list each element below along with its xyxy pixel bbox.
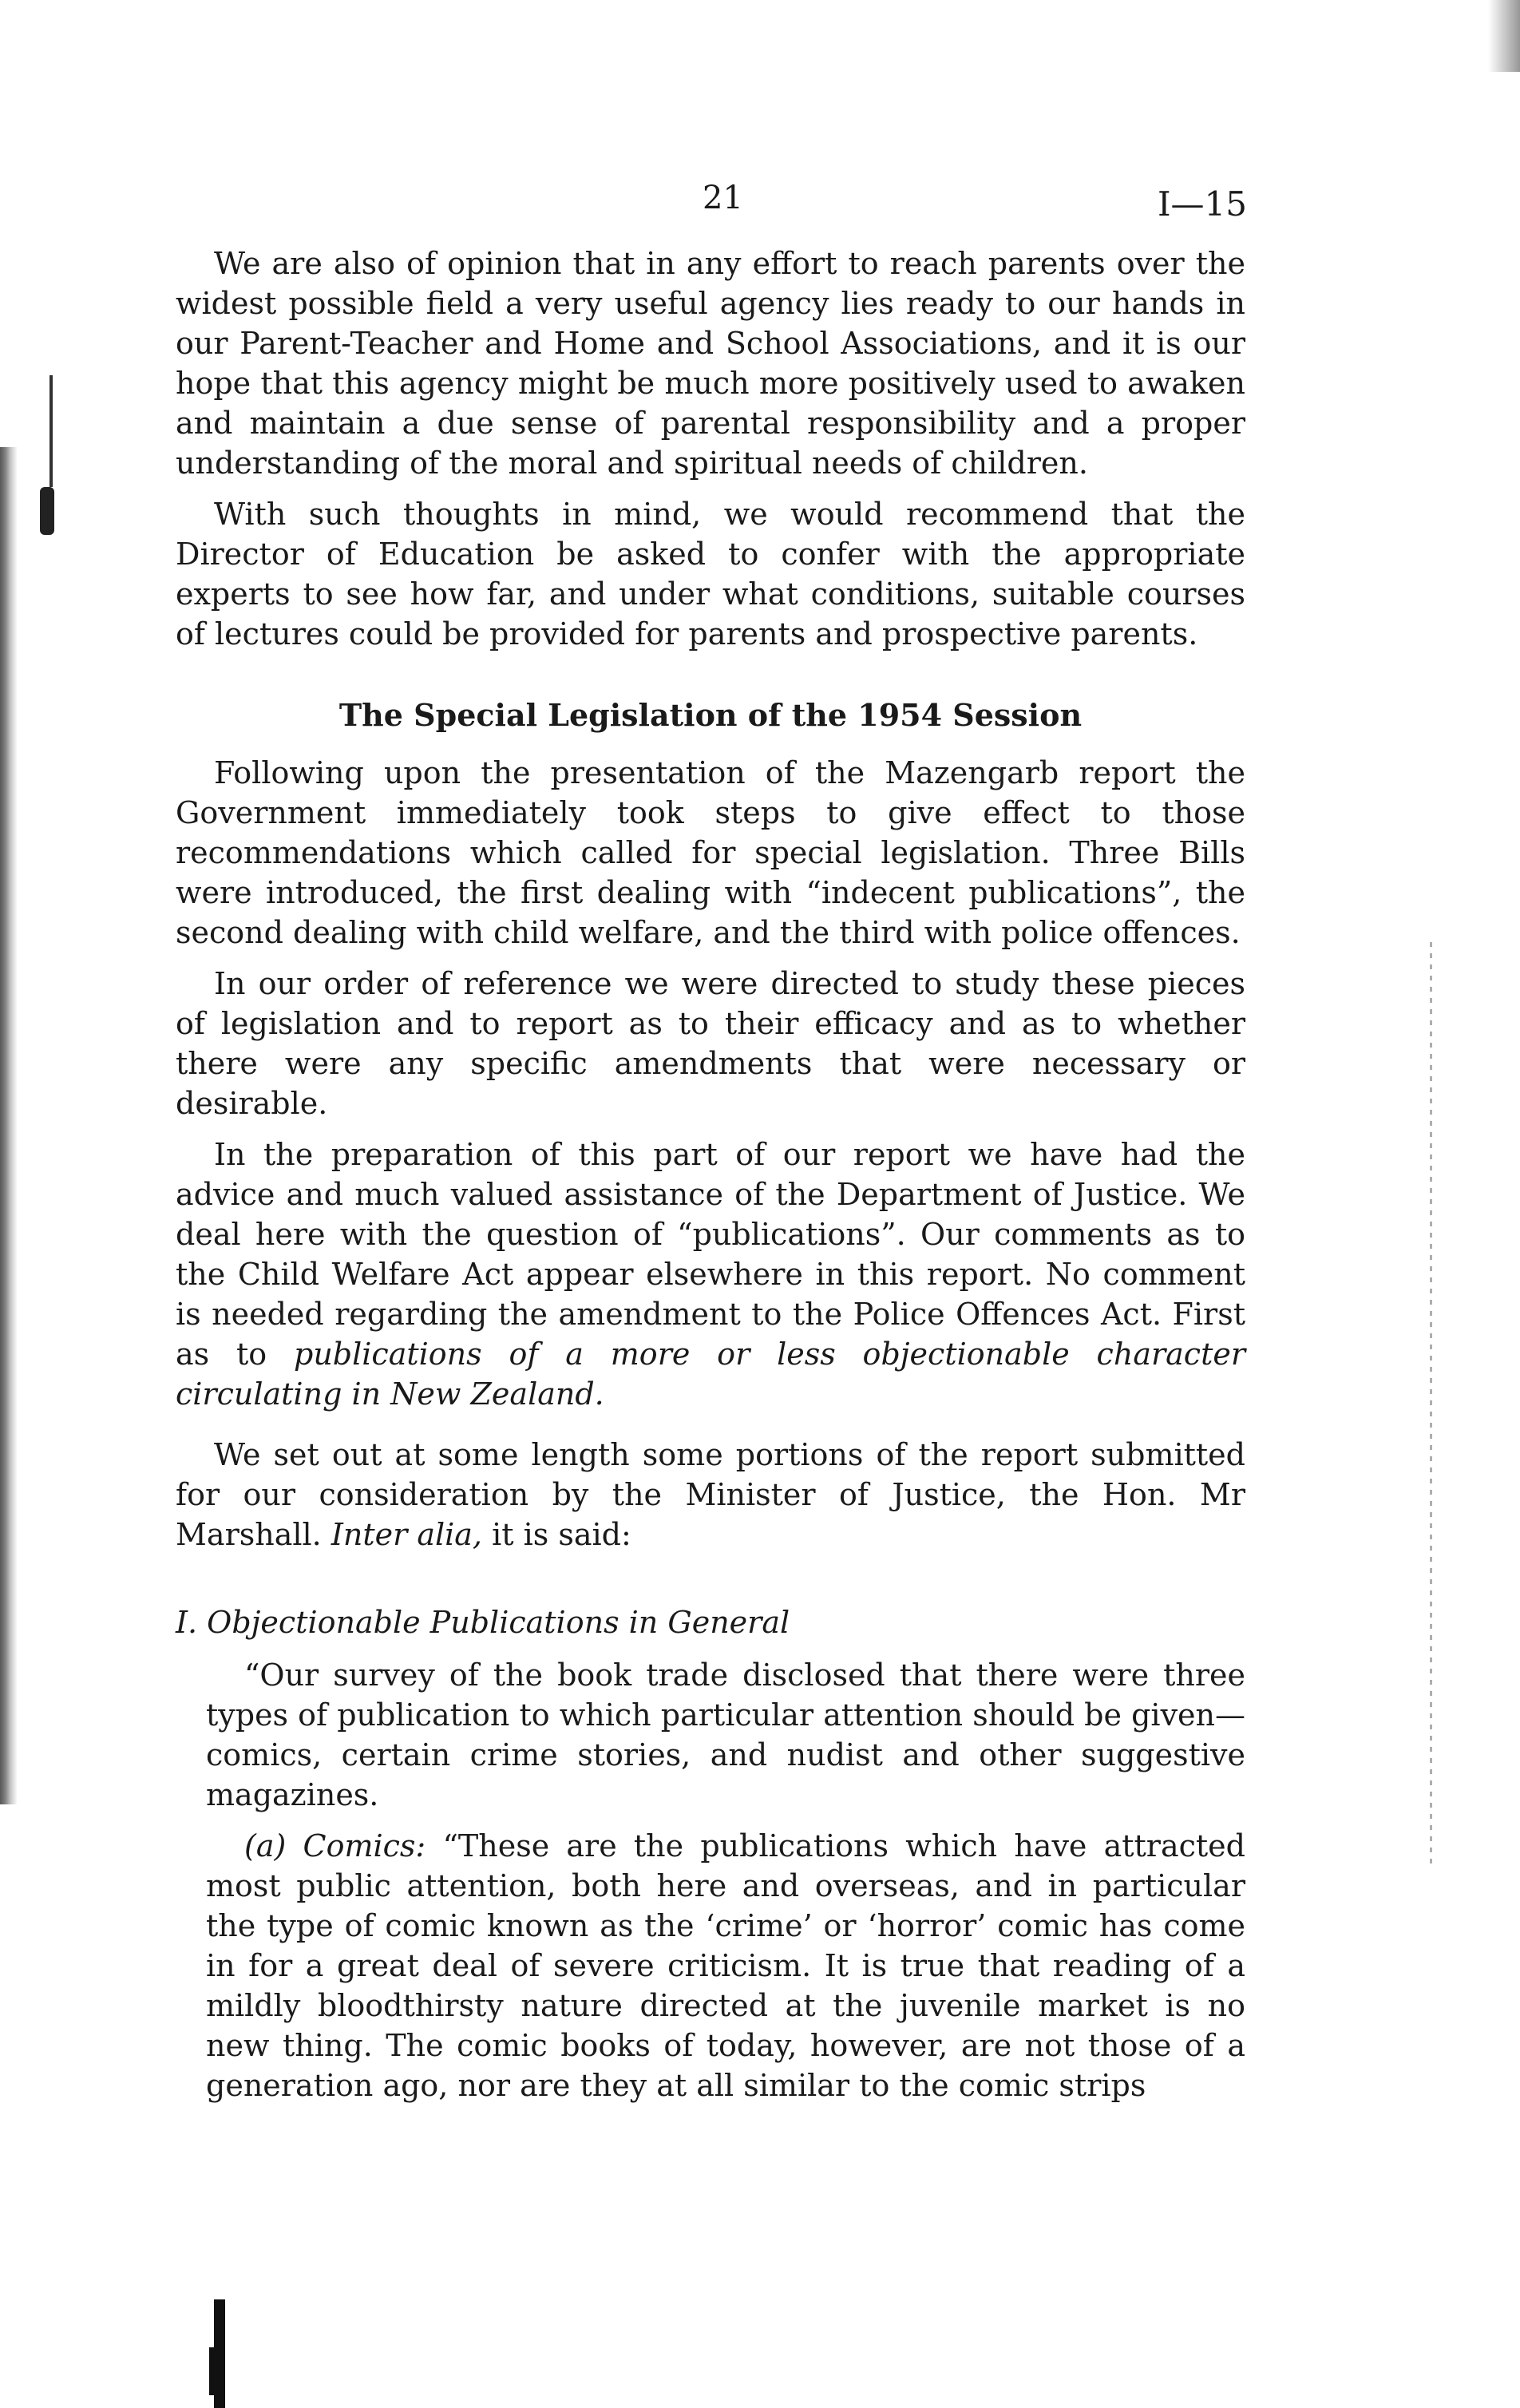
- paragraph-italic-text: Inter alia,: [331, 1517, 483, 1552]
- document-page: [176, 180, 1245, 2105]
- quote-comics-text: “These are the publications which have attracted most public attention, both here and overseas, and in particular the type of comic known as the ‘crime’ or ‘horror’ comic has come in for a great deal of severe criticism. It is true that reading of a mildly bloodthirsty nature directed at the juvenile market is no new thing. The comic books of today, however, are not those of a generation ago, nor are they at all similar to the comic strips: [206, 1828, 1245, 2103]
- quoted-report: [206, 1655, 1245, 2105]
- section-heading: The Special Legislation of the 1954 Session: [338, 697, 1083, 733]
- paragraph-parent-associations: We are also of opinion that in any effort to reach parents over the widest possible field a very useful agency lies ready to our hands in our Parent-Teacher and Home and School Associations, and it is our hope that this agency might be much more positively used to awaken and maintain a due sense of parental responsibility and a proper understanding of the moral and spiritual needs of children.: [176, 246, 1245, 481]
- scan-edge-shadow-right: [1488, 0, 1520, 72]
- paragraph-minister-report: [176, 1435, 1245, 1555]
- document-reference: I—15: [1157, 184, 1247, 224]
- page-number: 21: [703, 180, 743, 216]
- paragraph-order-of-reference: In our order of reference we were directed to study these pieces of legislation and to report as to their efficacy and as to whether there were any specific amendments that were necessary or desirable.: [176, 966, 1245, 1121]
- paragraph-department-of-justice: [176, 1135, 1245, 1414]
- paragraph-mazengarb-report: Following upon the presentation of the Mazengarb report the Government immediately took steps to give effect to those recommendations which called for special legislation. Three Bills were introduced, the first dealing with “indecent publications”, the second dealing with child welfare, and the third with police offences.: [176, 755, 1245, 950]
- scan-edge-shadow-left: [0, 447, 18, 1804]
- scan-mark-left-blob: [40, 487, 54, 535]
- paragraph-director-recommendation: With such thoughts in mind, we would recommend that the Director of Education be asked to confer with the appropriate experts to see how far, and under what conditions, suitable courses of lectures could be provided for parents and prospective parents.: [176, 497, 1245, 652]
- quote-book-trade-survey: “Our survey of the book trade disclosed that there were three types of publication to which particular attention should be given—comics, certain crime stories, and nudist and other suggestive magazines.: [206, 1657, 1245, 1812]
- scan-mark-bottom-2: [209, 2347, 217, 2395]
- page-header: [176, 180, 1245, 244]
- scan-dotted-line-right: [1430, 942, 1432, 1868]
- paragraph-text-end: it is said:: [482, 1517, 631, 1552]
- quote-comics: [206, 1826, 1245, 2105]
- paragraph-text: In the preparation of this part of our report we have had the advice and much valued assistance of the Department of Justice. We deal here with the question of “publications”. Our comments as to the Child Welfare Act appear elsewhere in this report. No comment is needed regarding the amendment to the Police Offences Act. First as to: [176, 1137, 1245, 1372]
- scan-mark-left: [49, 375, 53, 487]
- subsection-heading: I. Objectionable Publications in General: [176, 1605, 790, 1640]
- paragraph-italic-text: publications of a more or less objectionable character circulating in New Zealand.: [176, 1337, 1245, 1412]
- paragraph-text: We set out at some length some portions of the report submitted for our consideration by the Minister of Justice, the Hon. Mr Marshall.: [176, 1437, 1245, 1552]
- quote-comics-label: (a) Comics:: [244, 1828, 426, 1863]
